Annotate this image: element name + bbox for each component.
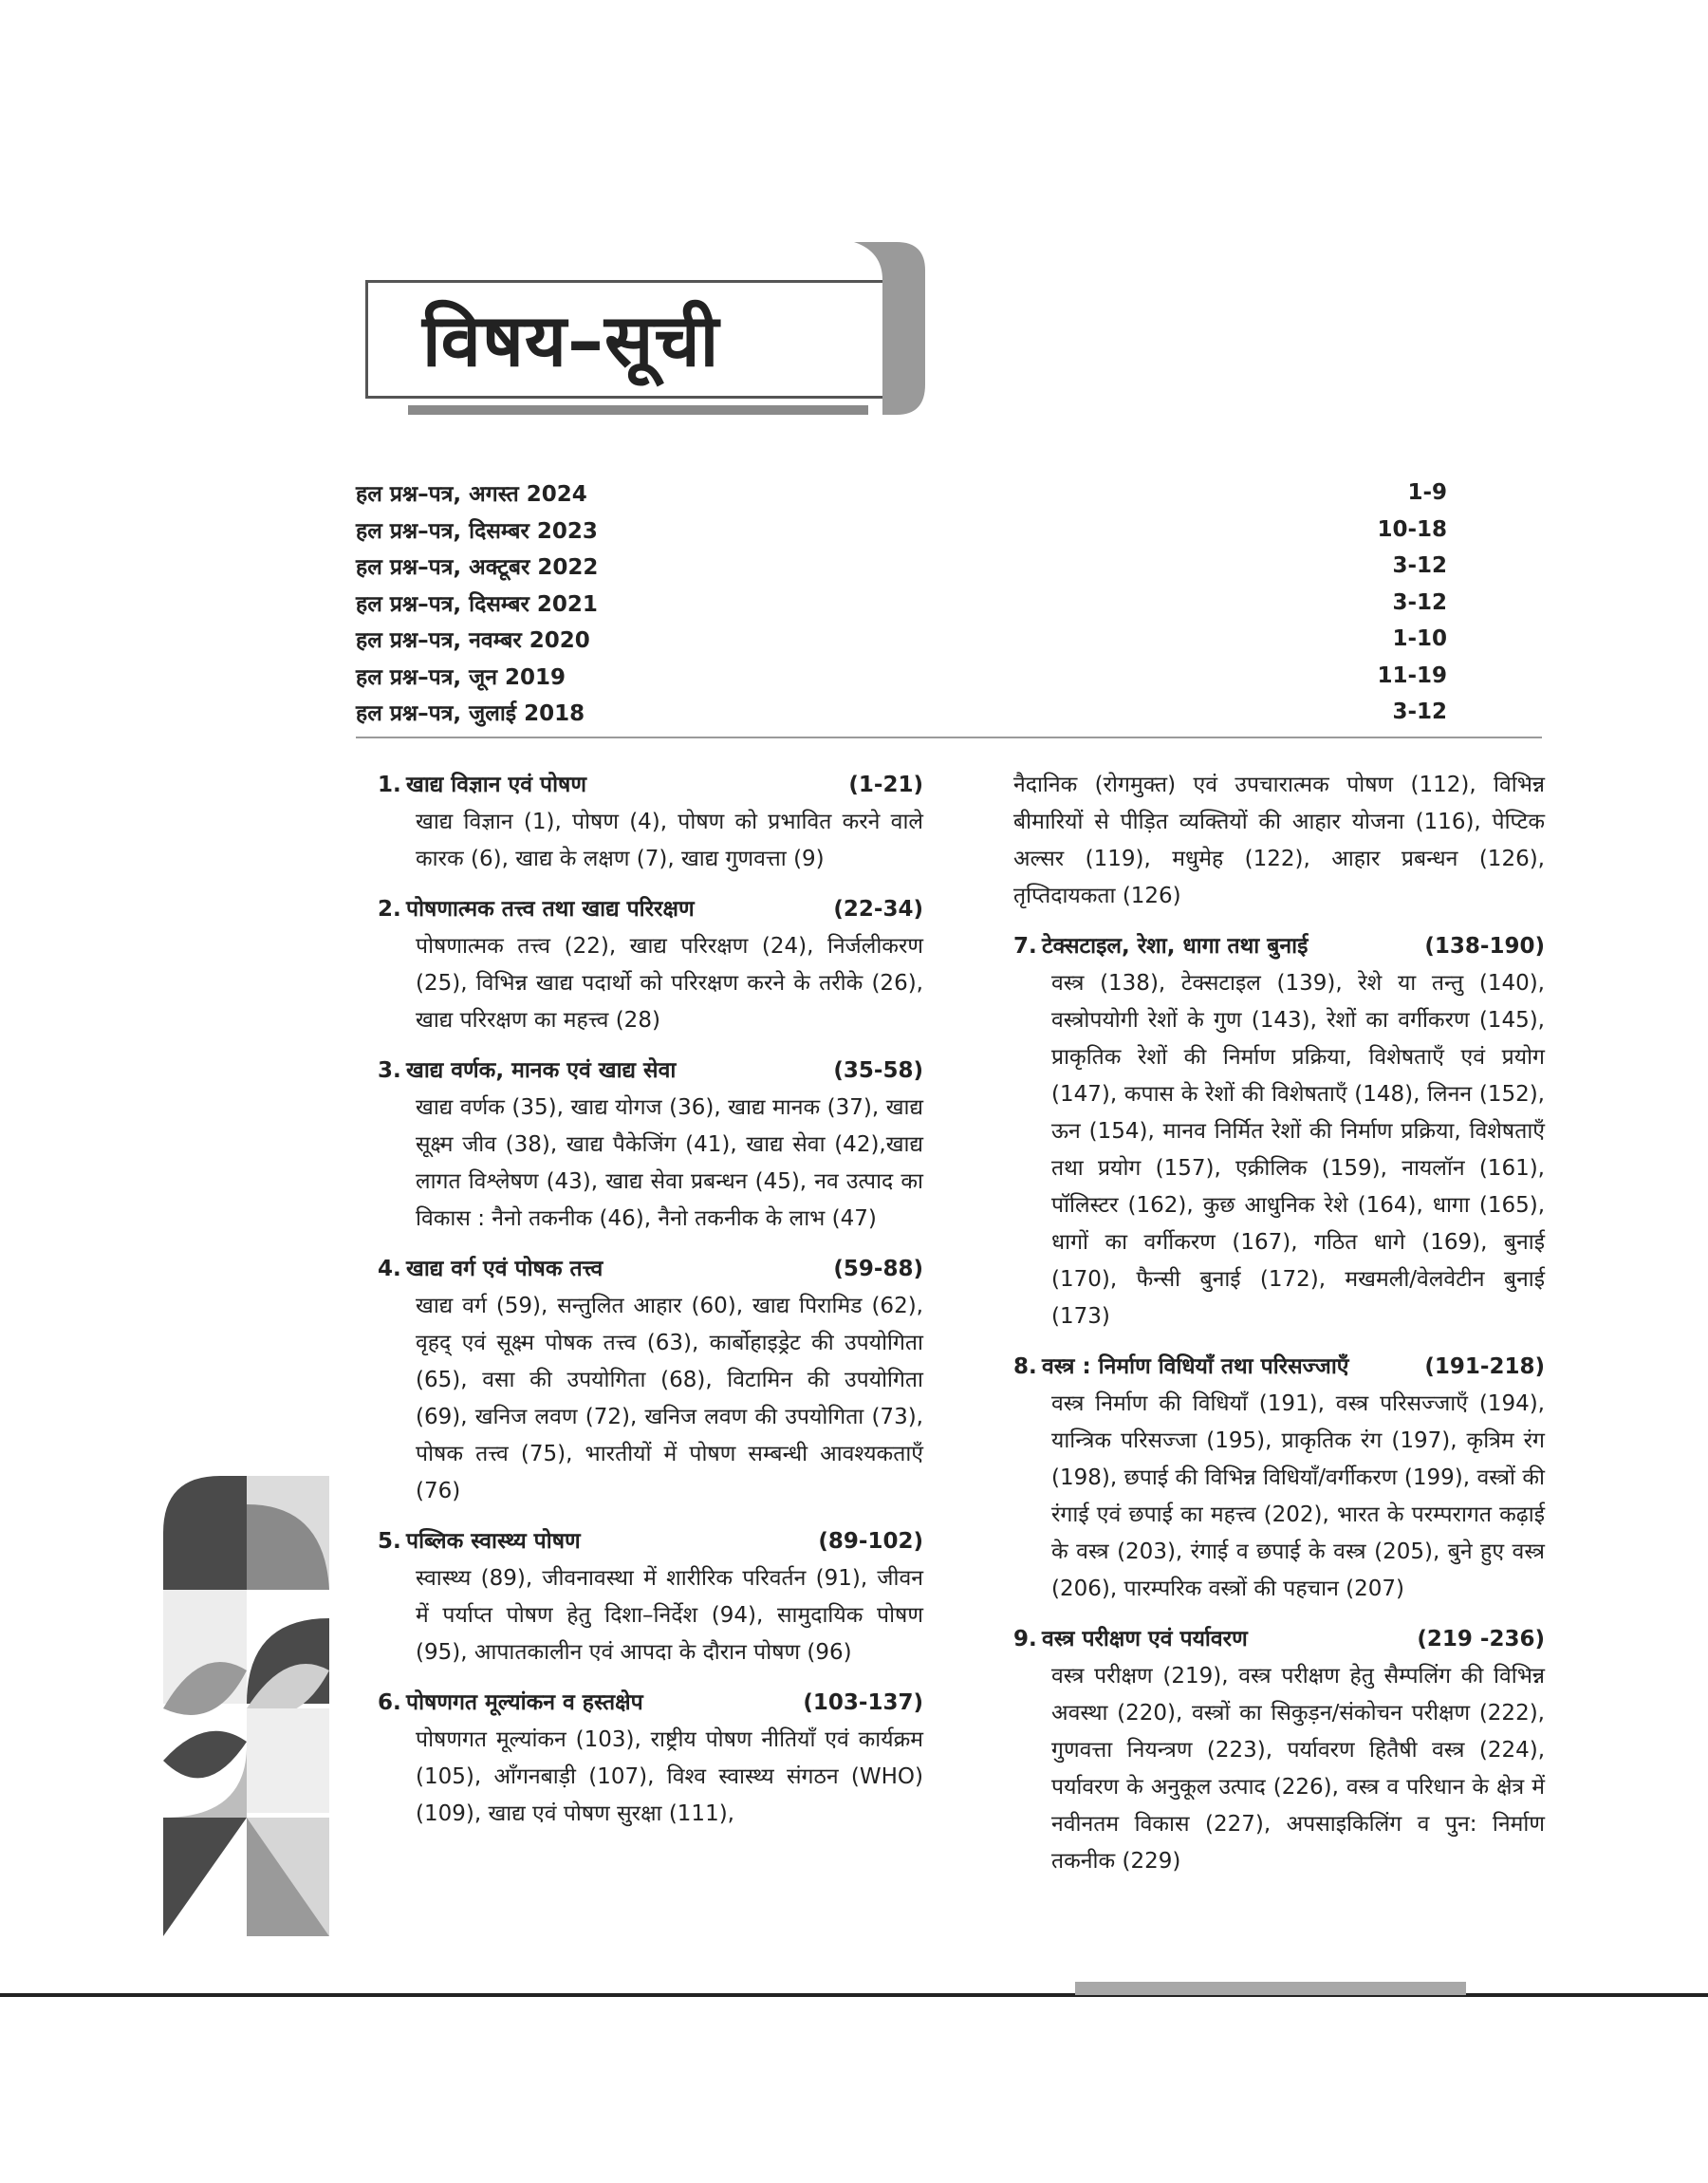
paper-pages: 1-10 (1392, 626, 1447, 652)
contents-right-column (1013, 767, 1545, 1894)
chapter-entry[interactable] (378, 1053, 923, 1238)
chapter-number: 3. (378, 1058, 401, 1083)
chapter-pages: (138-190) (1424, 934, 1545, 959)
chapter-topics: स्वास्थ्य (89), जीवनावस्था में शारीरिक परिवर्तन (91), जीवन में पर्याप्त पोषण हेतु दिशा–निर्देश (94), सामुदायिक पोषण (95), आपातकालीन एवं आपदा के दौरान पोषण (96) (416, 1566, 923, 1665)
chapter-title: पब्लिक स्वास्थ्य पोषण (406, 1529, 581, 1554)
chapter-topics: पोषणगत मूल्यांकन (103), राष्ट्रीय पोषण नीतियाँ एवं कार्यक्रम (105), आँगनबाड़ी (107), विश्व स्वास्थ्य संगठन (WHO) (109), खाद्य एवं पोषण सुरक्षा (111), (416, 1727, 923, 1826)
chapter-entry[interactable] (1013, 928, 1545, 1335)
chapter-number: 2. (378, 897, 401, 922)
paper-label: हल प्रश्न–पत्र, जून 2019 (356, 664, 566, 690)
chapter-entry[interactable] (378, 1685, 923, 1833)
chapter-topics: वस्त्र परीक्षण (219), वस्त्र परीक्षण हेतु सैम्पलिंग की विभिन्न अवस्था (220), वस्त्रों का सिकुड़न/संकोचन परीक्षण (222), गुणवत्ता नियन्त्रण (223), पर्यावरण हितैषी वस्त्र (224), पर्यावरण के अनुकूल उत्पाद (226), वस्त्र व परिधान के क्षेत्र में नवीनतम विकास (227), अपसाइकिलिंग व पुन: निर्माण तकनीक (229) (1051, 1664, 1545, 1874)
chapter-number: 7. (1013, 934, 1037, 959)
chapter-title: खाद्य वर्णक, मानक एवं खाद्य सेवा (406, 1058, 677, 1083)
chapter-title: खाद्य विज्ञान एवं पोषण (406, 773, 586, 797)
chapter-number: 1. (378, 773, 401, 797)
paper-pages: 3-12 (1392, 589, 1447, 615)
paper-row[interactable] (356, 694, 1447, 731)
chapter-pages: (1-21) (848, 773, 923, 797)
chapter-title: पोषणगत मूल्यांकन व हस्तक्षेप (406, 1690, 643, 1715)
chapter-number: 4. (378, 1257, 401, 1281)
chapter-entry[interactable] (378, 1251, 923, 1510)
paper-label: हल प्रश्न–पत्र, अगस्त 2024 (356, 482, 587, 508)
chapter-heading (1013, 1349, 1545, 1386)
paper-row[interactable] (356, 658, 1447, 695)
chapter-pages: (191-218) (1424, 1354, 1545, 1379)
paper-label: हल प्रश्न–पत्र, दिसम्बर 2023 (356, 518, 598, 544)
chapter-number: 5. (378, 1529, 401, 1554)
chapter-topics-continued: नैदानिक (रोगमुक्त) एवं उपचारात्मक पोषण (112), विभिन्न बीमारियों से पीड़ित व्यक्तियों की आहार योजना (116), पेप्टिक अल्सर (119), मधुमेह (122), आहार प्रबन्धन (126), तृप्तिदायकता (126) (1013, 773, 1545, 908)
contents-left-column (378, 767, 923, 1846)
chapter-entry[interactable] (1013, 1349, 1545, 1608)
chapter-number: 8. (1013, 1354, 1037, 1379)
geometric-decoration (163, 1476, 329, 1936)
paper-pages: 3-12 (1392, 700, 1447, 725)
page-title: विषय–सूची (422, 298, 720, 382)
paper-row[interactable] (356, 548, 1447, 585)
paper-pages: 1-9 (1407, 480, 1447, 506)
chapter-pages: (22-34) (833, 897, 923, 922)
chapter-pages: (59-88) (833, 1257, 923, 1281)
chapter-topics: वस्त्र निर्माण की विधियाँ (191), वस्त्र परिसज्जाएँ (194), यान्त्रिक परिसज्जा (195), प्राकृतिक रंग (197), कृत्रिम रंग (198), छपाई की विभिन्न विधियाँ/वर्गीकरण (199), वस्त्रों की रंगाई एवं छपाई का महत्त्व (202), भारत के परम्परागत कढ़ाई के वस्त्र (203), रंगाई व छपाई के वस्त्र (205), बुने हुए वस्त्र (206), पारम्परिक वस्त्रों की पहचान (207) (1051, 1391, 1545, 1601)
chapter-entry[interactable] (1013, 1621, 1545, 1880)
chapter-heading (378, 1523, 923, 1560)
chapter-pages: (35-58) (833, 1058, 923, 1083)
chapter-pages: (219 -236) (1417, 1627, 1545, 1651)
chapter-topics: खाद्य वर्ग (59), सन्तुलित आहार (60), खाद्य पिरामिड (62), वृहद् एवं सूक्ष्म पोषक तत्त्व (63), कार्बोहाइड्रेट की उपयोगिता (65), वसा की उपयोगिता (68), विटामिन की उपयोगिता (69), खनिज लवण (72), खनिज लवण की उपयोगिता (73), पोषक तत्त्व (75), भारतीयों में पोषण सम्बन्धी आवश्यकताएँ (76) (416, 1294, 923, 1503)
paper-row[interactable] (356, 512, 1447, 549)
chapter-number: 6. (378, 1690, 401, 1715)
title-underline (408, 405, 868, 415)
paper-row[interactable] (356, 621, 1447, 658)
section-divider (356, 737, 1542, 738)
chapter-title: वस्त्र : निर्माण विधियाँ तथा परिसज्जाएँ (1042, 1354, 1349, 1379)
chapter-heading (378, 1251, 923, 1288)
footer-accent-bar (1075, 1982, 1466, 1995)
chapter-title: पोषणात्मक तत्त्व तथा खाद्य परिरक्षण (406, 897, 695, 922)
chapter-topics: पोषणात्मक तत्त्व (22), खाद्य परिरक्षण (24), निर्जलीकरण (25), विभिन्न खाद्य पदार्थो को परिरक्षण करने के तरीके (26), खाद्य परिरक्षण का महत्त्व (28) (416, 934, 923, 1033)
chapter-entry[interactable] (378, 1523, 923, 1671)
chapter-topics: वस्त्र (138), टेक्सटाइल (139), रेशे या तन्तु (140), वस्त्रोपयोगी रेशों के गुण (143), रेशों का वर्गीकरण (145), प्राकृतिक रेशों की निर्माण प्रक्रिया, विशेषताएँ एवं प्रयोग (147), कपास के रेशों की विशेषताएँ (148), लिनन (152), ऊन (154), मानव निर्मित रेशों की निर्माण प्रक्रिया, विशेषताएँ तथा प्रयोग (157), एक्रीलिक (159), नायलॉन (161), पॉलिस्टर (162), कुछ आधुनिक रेशे (164), धागा (165), धागों का वर्गीकरण (167), गठित धागे (169), बुनाई (170), फैन्सी बुनाई (172), मखमली/वेलवेटीन बुनाई (173) (1051, 971, 1545, 1329)
paper-pages: 11-19 (1377, 662, 1447, 688)
chapter-pages: (89-102) (818, 1529, 923, 1554)
chapter-heading (378, 767, 923, 804)
chapter-topics: खाद्य वर्णक (35), खाद्य योगज (36), खाद्य मानक (37), खाद्य सूक्ष्म जीव (38), खाद्य पैकेजिंग (41), खाद्य सेवा (42),खाद्य लागत विश्लेषण (43), खाद्य सेवा प्रबन्धन (45), नव उत्पाद का विकास : नैनो तकनीक (46), नैनो तकनीक के लाभ (47) (416, 1095, 923, 1231)
paper-pages: 3-12 (1392, 553, 1447, 579)
chapter-heading (378, 1685, 923, 1722)
chapter-heading (1013, 1621, 1545, 1658)
paper-label: हल प्रश्न–पत्र, दिसम्बर 2021 (356, 591, 598, 617)
paper-pages: 10-18 (1377, 516, 1447, 542)
chapter-entry[interactable] (378, 891, 923, 1039)
title-banner (365, 242, 925, 422)
chapter-heading (1013, 928, 1545, 965)
chapter-topics: खाद्य विज्ञान (1), पोषण (4), पोषण को प्रभावित करने वाले कारक (6), खाद्य के लक्षण (7), खाद्य गुणवत्ता (9) (416, 810, 923, 871)
chapter-title: वस्त्र परीक्षण एवं पर्यावरण (1042, 1627, 1248, 1651)
paper-row[interactable] (356, 475, 1447, 512)
chapter-pages: (103-137) (803, 1690, 923, 1715)
paper-label: हल प्रश्न–पत्र, जुलाई 2018 (356, 701, 585, 727)
paper-label: हल प्रश्न–पत्र, अक्टूबर 2022 (356, 555, 599, 581)
chapter-entry[interactable] (378, 767, 923, 878)
chapter-number: 9. (1013, 1627, 1037, 1651)
chapter-heading (378, 1053, 923, 1090)
paper-row[interactable] (356, 585, 1447, 622)
chapter-heading (378, 891, 923, 928)
paper-label: हल प्रश्न–पत्र, नवम्बर 2020 (356, 628, 590, 654)
chapter-title: खाद्य वर्ग एवं पोषक तत्त्व (406, 1257, 603, 1281)
chapter-title: टेक्सटाइल, रेशा, धागा तथा बुनाई (1042, 934, 1309, 959)
solved-papers-list (356, 475, 1447, 731)
